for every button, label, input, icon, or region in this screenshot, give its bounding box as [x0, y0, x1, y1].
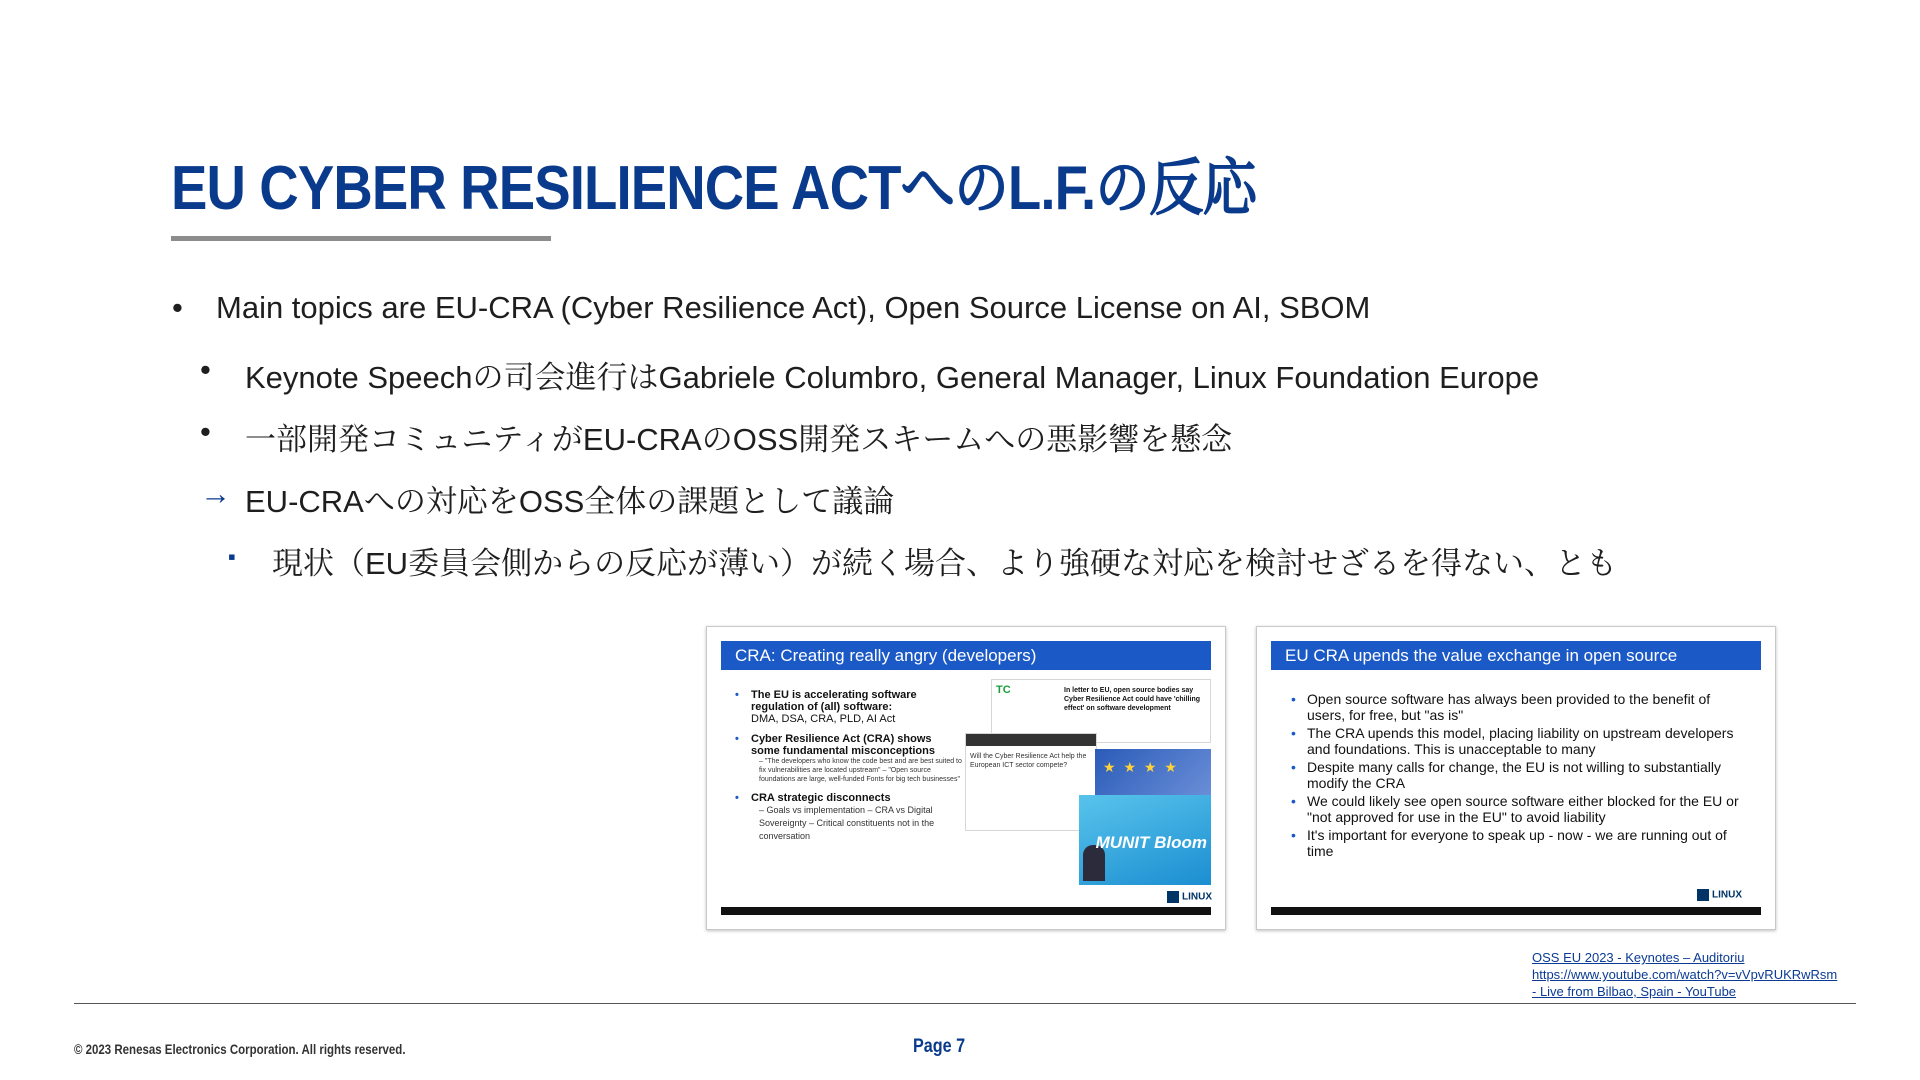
thumbnail-bullet-sub: – "The developers who know the code best and are best suited to fix vulnerabilities are located upstream" – "Open source foundations are large, well-funded Fonts for big tech businesses"	[759, 758, 962, 783]
thumbnail-bullet-text: CRA strategic disconnects	[751, 792, 891, 804]
source-links	[1532, 949, 1837, 1000]
thumbnail-bullet: • Open source software has always been provided to the benefit of users, for free, but "as is"	[1287, 691, 1749, 723]
article2-headline: Will the Cyber Resilience Act help the European ICT sector compete?	[970, 753, 1087, 769]
thumbnail-bullet	[731, 689, 963, 725]
bullet-marker: •	[200, 414, 211, 449]
article-topbar	[966, 734, 1096, 746]
article-headline: In letter to EU, open source bodies say Cyber Resilience Act could have 'chilling effect' on software development	[1064, 687, 1201, 712]
logo-text: LINUX	[1712, 889, 1742, 901]
thumbnail-bullet: • We could likely see open source software either blocked for the EU or "not approved for use in the EU" to avoid liability	[1287, 793, 1749, 825]
summit-banner-image	[1079, 795, 1211, 885]
thumbnail-bullet-sub: – Goals vs implementation – CRA vs Digital Sovereignty – Critical constituents not in the conversation	[759, 805, 935, 841]
bullet-text: 一部開発コミュニティがEU-CRAのOSS開発スキームへの悪影響を懸念	[245, 422, 1233, 457]
thumbnail-footer-bar	[1271, 907, 1761, 915]
eu-flag-image	[1095, 749, 1211, 797]
logo-text: LINUX	[1182, 891, 1212, 903]
thumbnail-bullets	[1287, 691, 1749, 861]
thumbnail-bullet-sub: DMA, DSA, CRA, PLD, AI Act	[751, 713, 896, 725]
copyright-text: © 2023 Renesas Electronics Corporation. All rights reserved.	[74, 1041, 406, 1057]
source-link-url[interactable]: https://www.youtube.com/watch?v=vVpvRUKRwRsm	[1532, 967, 1838, 982]
article-clipping-2	[965, 733, 1097, 831]
source-link-subtitle[interactable]: - Live from Bilbao, Spain - YouTube	[1532, 984, 1737, 999]
bullet-text: 現状（EU委員会側からの反応が薄い）が続く場合、より強硬な対応を検討せざるを得ない、とも	[272, 546, 1618, 581]
bullet-marker: •	[172, 290, 183, 325]
bullet-marker: •	[200, 352, 211, 387]
square-bullet-icon: ▪	[228, 544, 236, 569]
thumbnail-bullet: • Despite many calls for change, the EU is not willing to substantially modify the CRA	[1287, 759, 1749, 791]
arrow-icon: →	[200, 476, 231, 511]
thumbnail-bullet: • It's important for everyone to speak up - now - we are running out of time	[1287, 827, 1749, 859]
thumbnail-bullet-text: The EU is accelerating software regulation of (all) software:	[751, 689, 917, 713]
page-number: Page 7	[913, 1036, 966, 1057]
slide-thumbnail-cra-developers	[706, 626, 1226, 930]
tc-logo-icon: TC	[996, 684, 1011, 696]
bullet-text: Main topics are EU-CRA (Cyber Resilience Act), Open Source License on AI, SBOM	[216, 290, 1371, 325]
thumbnail-bullet: • The CRA upends this model, placing liability on upstream developers and foundations. This is unacceptable to many	[1287, 725, 1749, 757]
thumbnail-footer-bar	[721, 907, 1211, 915]
linux-foundation-logo	[1697, 889, 1742, 901]
banner-text: MUNIT Bloom	[1095, 833, 1207, 852]
footer-divider	[74, 1003, 1856, 1004]
thumbnail-bullet	[731, 792, 963, 843]
title-underline	[171, 236, 551, 241]
thumbnail-bullet-text: Cyber Resilience Act (CRA) shows some fundamental misconceptions	[751, 733, 935, 757]
slide-thumbnail-value-exchange	[1256, 626, 1776, 930]
thumbnail-header: EU CRA upends the value exchange in open source	[1271, 641, 1761, 670]
thumbnail-bullet	[731, 733, 963, 784]
thumbnail-header: CRA: Creating really angry (developers)	[721, 641, 1211, 670]
source-link-title[interactable]: OSS EU 2023 - Keynotes – Auditoriu	[1532, 950, 1745, 965]
stars-icon: ★ ★ ★ ★	[1103, 759, 1179, 775]
bullet-text: EU-CRAへの対応をOSS全体の課題として議論	[245, 484, 895, 519]
thumbnail-bullets	[731, 689, 963, 845]
linux-foundation-logo	[1167, 891, 1212, 903]
bullet-text: Keynote Speechの司会進行はGabriele Columbro, General Manager, Linux Foundation Europe	[245, 360, 1540, 395]
slide-title: EU CYBER RESILIENCE ACTへのL.F.の反応	[171, 154, 1257, 223]
